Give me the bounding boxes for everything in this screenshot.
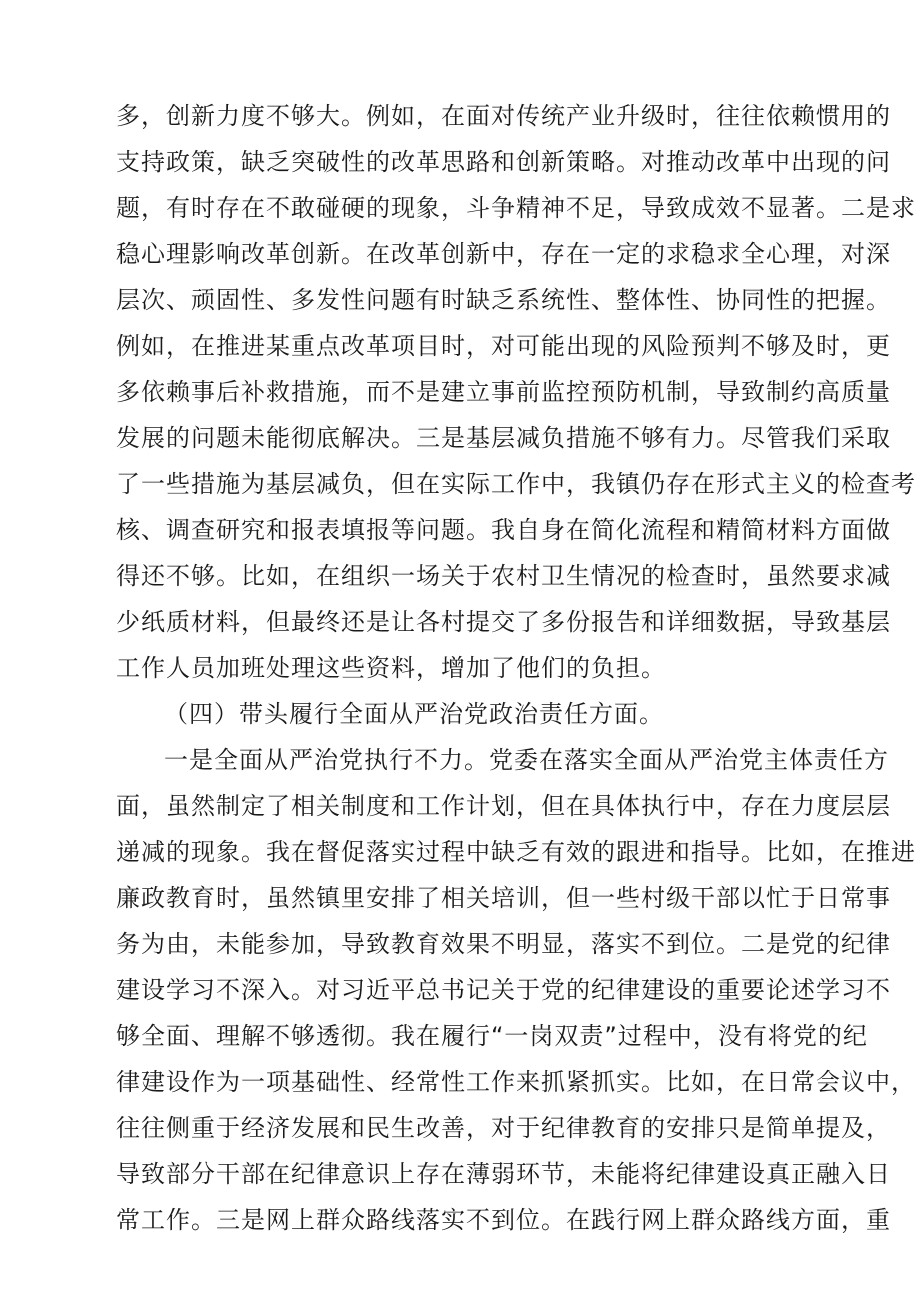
text-line: 够全面、理解不够透彻。我在履行“一岗双责”过程中，没有将党的纪 bbox=[116, 1022, 868, 1050]
text-line: 建设学习不深入。对习近平总书记关于党的纪律建设的重要论述学习不 bbox=[116, 976, 891, 1004]
text-line: 往往侧重于经济发展和民生改善，对于纪律教育的安排只是简单提及， bbox=[116, 1114, 891, 1142]
text-line: 律建设作为一项基础性、经常性工作来抓紧抓实。比如，在日常会议中， bbox=[116, 1068, 916, 1096]
section-heading: （四）带头履行全面从严治党政治责任方面。 bbox=[164, 700, 664, 728]
text-line: 支持政策，缺乏突破性的改革思路和创新策略。对推动改革中出现的问 bbox=[116, 148, 891, 176]
text-line: 发展的问题未能彻底解决。三是基层减负措施不够有力。尽管我们采取 bbox=[116, 424, 891, 452]
text-line: 工作人员加班处理这些资料，增加了他们的负担。 bbox=[116, 654, 666, 682]
text-line: 得还不够。比如，在组织一场关于农村卫生情况的检查时，虽然要求减 bbox=[116, 562, 891, 590]
text-line: 多依赖事后补救措施，而不是建立事前监控预防机制，导致制约高质量 bbox=[116, 378, 891, 406]
text-line: 常工作。三是网上群众路线落实不到位。在践行网上群众路线方面，重 bbox=[116, 1206, 891, 1234]
text-line: 一是全面从严治党执行不力。党委在落实全面从严治党主体责任方 bbox=[164, 746, 889, 774]
text-line: 层次、顽固性、多发性问题有时缺乏系统性、整体性、协同性的把握。 bbox=[116, 286, 891, 314]
text-line: 稳心理影响改革创新。在改革创新中，存在一定的求稳求全心理，对深 bbox=[116, 240, 891, 268]
text-line: 多，创新力度不够大。例如，在面对传统产业升级时，往往依赖惯用的 bbox=[116, 102, 891, 130]
text-line: 面，虽然制定了相关制度和工作计划，但在具体执行中，存在力度层层 bbox=[116, 792, 891, 820]
text-line: 例如，在推进某重点改革项目时，对可能出现的风险预判不够及时，更 bbox=[116, 332, 891, 360]
text-line: 导致部分干部在纪律意识上存在薄弱环节，未能将纪律建设真正融入日 bbox=[116, 1160, 891, 1188]
text-line: 递减的现象。我在督促落实过程中缺乏有效的跟进和指导。比如，在推进 bbox=[116, 838, 916, 866]
text-line: 务为由，未能参加，导致教育效果不明显，落实不到位。二是党的纪律 bbox=[116, 930, 891, 958]
text-line: 了一些措施为基层减负，但在实际工作中，我镇仍存在形式主义的检查考 bbox=[116, 470, 916, 498]
text-line: 廉政教育时，虽然镇里安排了相关培训，但一些村级干部以忙于日常事 bbox=[116, 884, 891, 912]
text-line: 少纸质材料，但最终还是让各村提交了多份报告和详细数据，导致基层 bbox=[116, 608, 891, 636]
text-line: 核、调查研究和报表填报等问题。我自身在简化流程和精简材料方面做 bbox=[116, 516, 891, 544]
text-line: 题，有时存在不敢碰硬的现象，斗争精神不足，导致成效不显著。二是求 bbox=[116, 194, 916, 222]
